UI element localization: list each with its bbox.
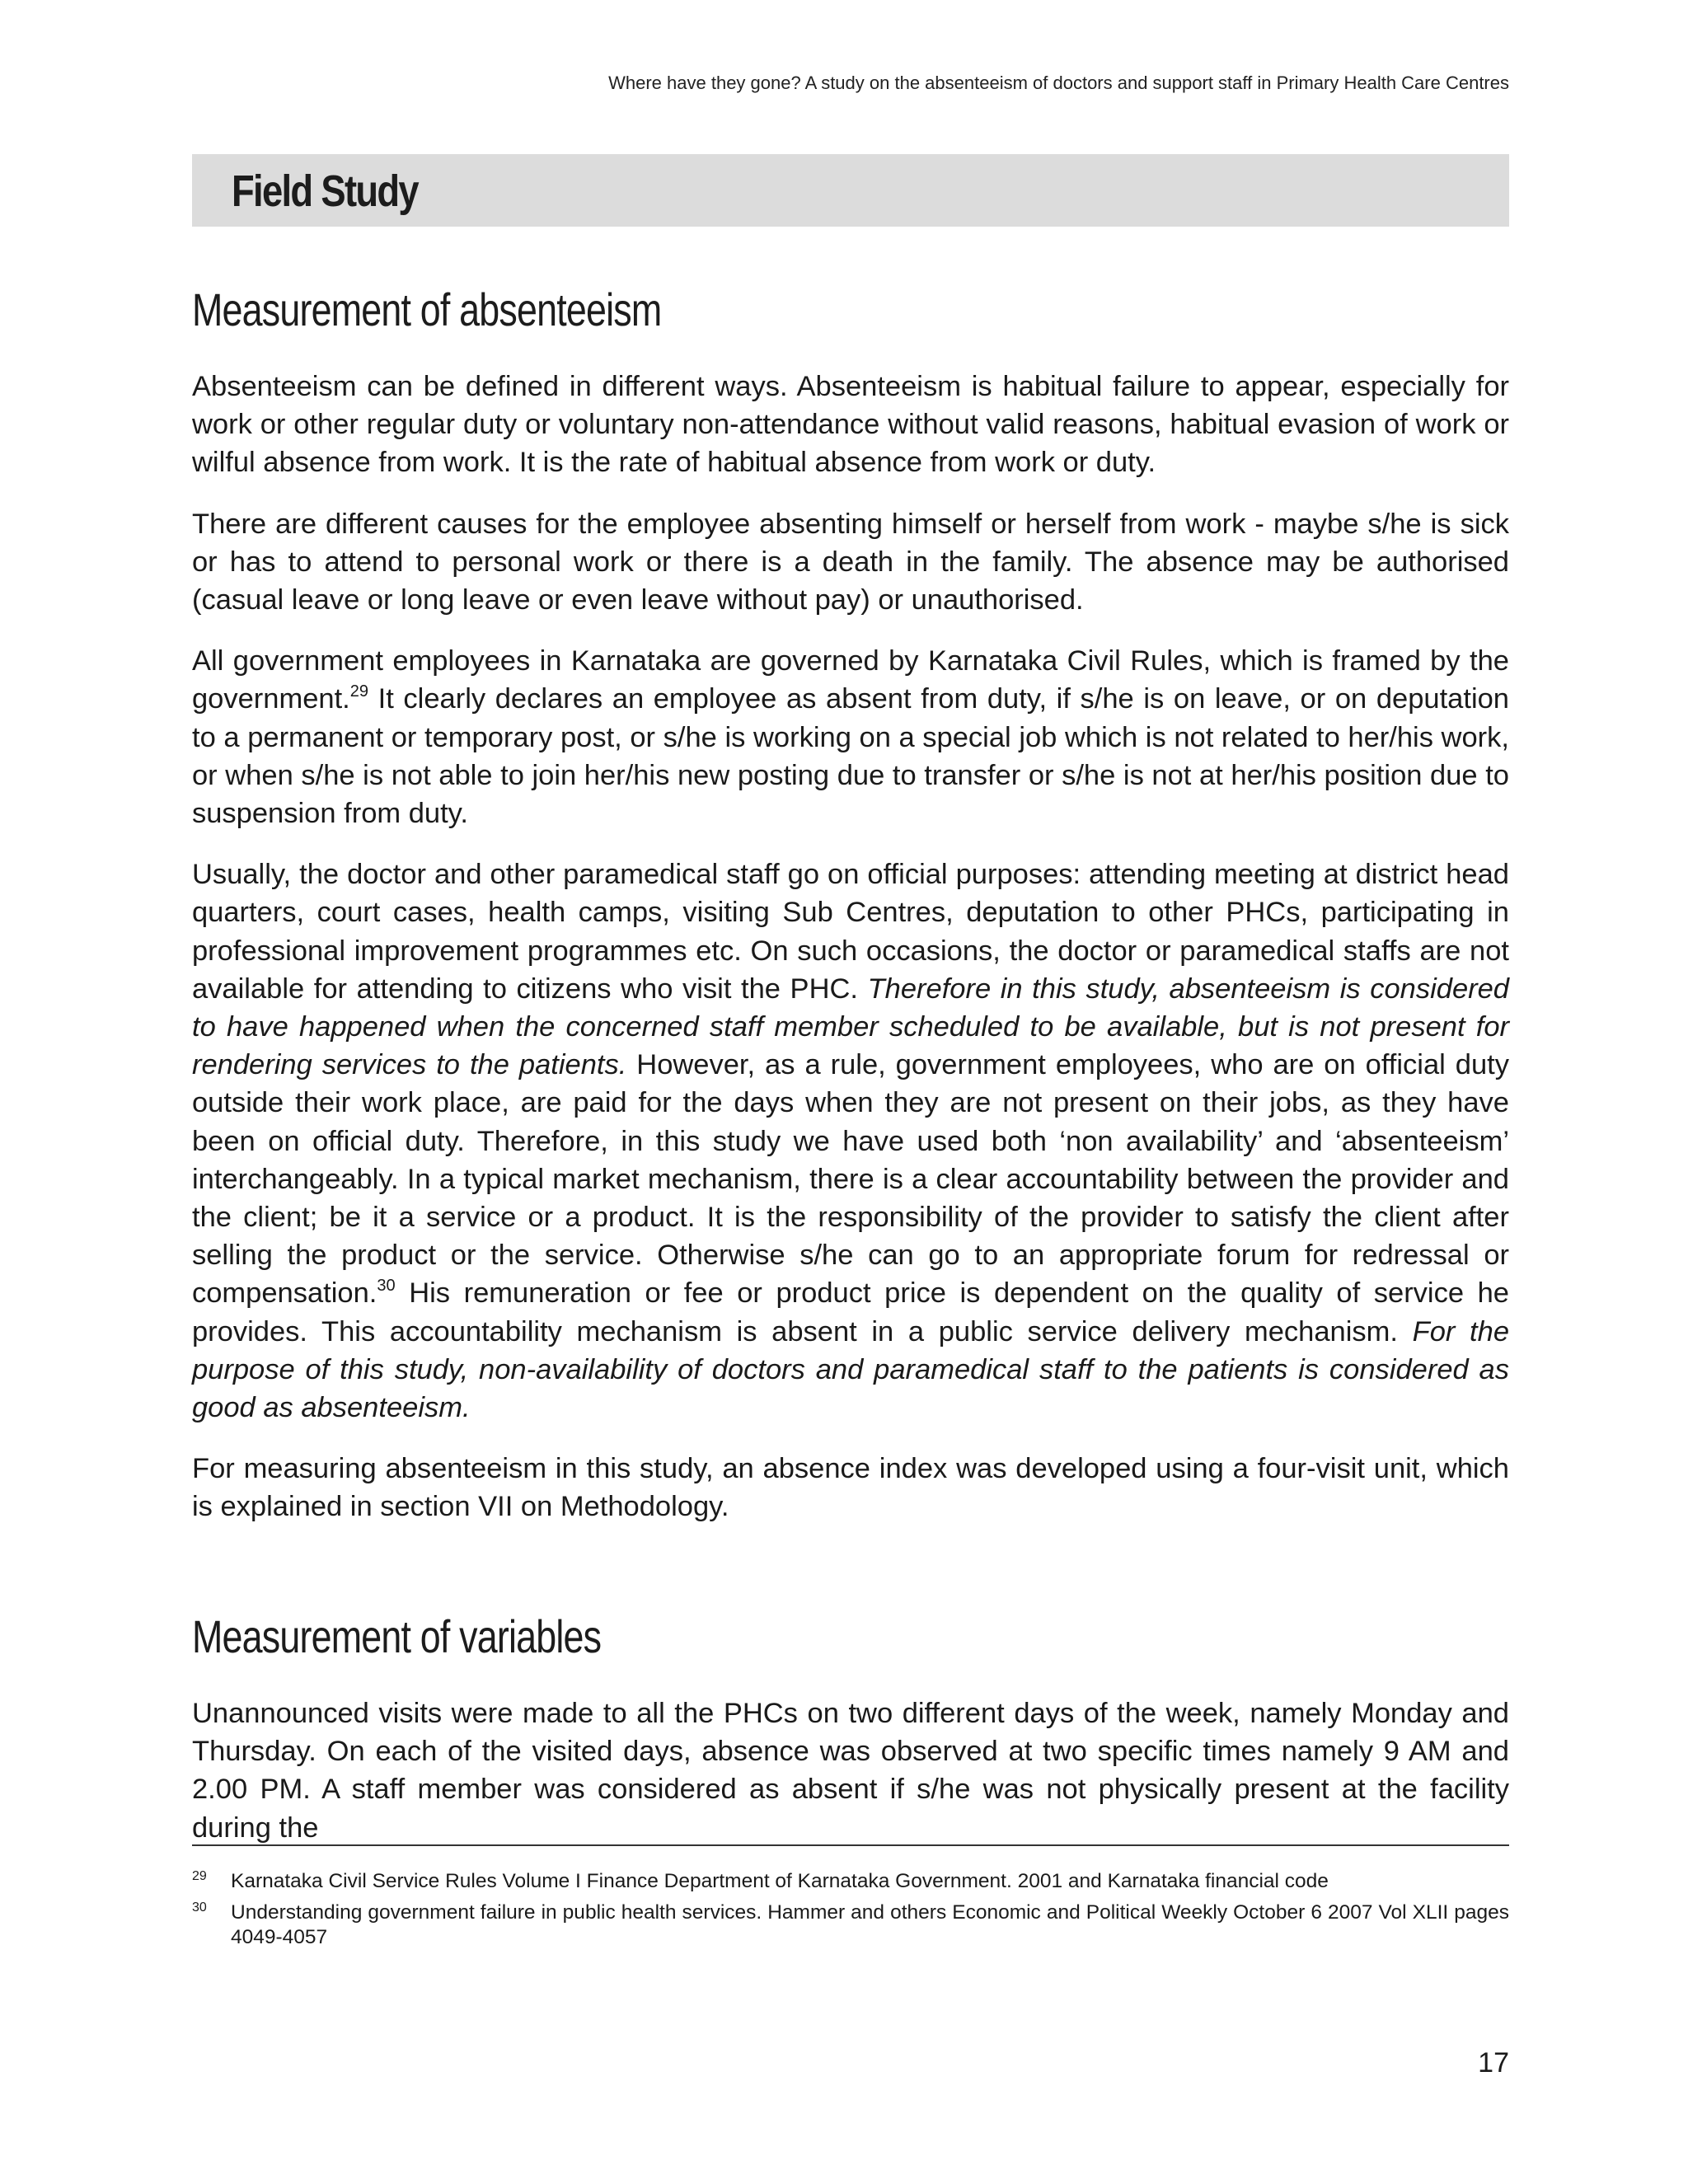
- paragraph: There are different causes for the employee absenting himself or herself from work - maybe s/he is sick or has to attend to personal work or there is a death in the family. The absence may be authorised (casual leave or long leave or even leave without pay) or unauthorised.: [192, 508, 1509, 616]
- footnote-30: [192, 1900, 1509, 1950]
- paragraph: [192, 642, 1509, 832]
- footnote-ref-29[interactable]: 29: [349, 682, 369, 701]
- paragraph: [192, 855, 1509, 1427]
- footnote-29: [192, 1869, 1509, 1894]
- footnote-number: 29: [192, 1869, 207, 1883]
- footnote-divider: [192, 1844, 1509, 1846]
- banner-title: Field Study: [232, 166, 418, 216]
- paragraph: Unannounced visits were made to all the PHCs on two different days of the week, namely Monday and Thursday. On each of the visited days, absence was observed at two specific times namely 9 AM and 2.00 PM. A staff member was considered as absent if s/he was not physically present at the facility during the: [192, 1698, 1509, 1844]
- footnote-ref-30[interactable]: 30: [377, 1277, 396, 1296]
- heading-measurement-of-absenteeism: Measurement of absenteeism: [192, 284, 662, 335]
- footnotes: [192, 1869, 1509, 1957]
- footnote-number: 30: [192, 1900, 207, 1915]
- text-run: Usually, the doctor and other paramedical staff go on official purposes: attending meeting at district head quarters, court cases, health camps, visiting Sub Centres, deputation to other PHCs, participating in professional improvement programmes etc. On such occasions, the doctor or paramedical staffs are not available for attending to citizens who visit the PHC.: [192, 859, 1509, 1005]
- footnote-text: Understanding government failure in public health services. Hammer and others Economic and Political Weekly October 6 2007 Vol XLII pages 4049-4057: [231, 1901, 1509, 1948]
- paragraph: Absenteeism can be defined in different ways. Absenteeism is habitual failure to appear, especially for work or other regular duty or voluntary non-attendance without valid reasons, habitual evasion of work or wilful absence from work. It is the rate of habitual absence from work or duty.: [192, 371, 1509, 479]
- italic-definition: Therefore in this study, absenteeism is considered to have happened when the concerned staff member scheduled to be available, but is not present for rendering services to the patients.: [192, 972, 1509, 1081]
- page-number: 17: [1478, 2047, 1509, 2079]
- section-banner: [192, 154, 1509, 227]
- section2-body: [192, 1694, 1509, 1870]
- heading-measurement-of-variables: Measurement of variables: [192, 1610, 602, 1662]
- footnote-text: Karnataka Civil Service Rules Volume I Finance Department of Karnataka Government. 2001 and Karnataka financial code: [231, 1870, 1329, 1892]
- section1-body: [192, 368, 1509, 1549]
- text-run: It clearly declares an employee as absent from duty, if s/he is on leave, or on deputation to a permanent or temporary post, or s/he is working on a special job which is not related to her/his work, or when s/he is not able to join her/his new posting due to transfer or s/he is not at her/his position due to suspension from duty.: [192, 683, 1509, 830]
- text-run: All government employees in Karnataka are governed by Karnataka Civil Rules, which is framed by the government.: [192, 645, 1509, 715]
- text-run: However, as a rule, government employees, who are on official duty outside their work place, are paid for the days when they are not present on their jobs, as they have been on official duty. Therefore, in this study we have used both ‘non availability’ and ‘absenteeism’ interchangeably. In a typical market mechanism, there is a clear accountability between the provider and the client; be it a service or a product. It is the responsibility of the provider to satisfy the client after selling the product or the service. Otherwise s/he can go to an appropriate forum for redressal or compensation.: [192, 1049, 1509, 1310]
- running-head: Where have they gone? A study on the absenteeism of doctors and support staff in Primary Health Care Centres: [608, 73, 1509, 93]
- italic-conclusion: For the purpose of this study, non-availability of doctors and paramedical staff to the patients is considered as good as absenteeism.: [192, 1315, 1510, 1424]
- paragraph: For measuring absenteeism in this study, an absence index was developed using a four-visit unit, which is explained in section VII on Methodology.: [192, 1453, 1509, 1523]
- text-run: His remuneration or fee or product price is dependent on the quality of service he provides. This accountability mechanism is absent in a public service delivery mechanism.: [192, 1277, 1509, 1347]
